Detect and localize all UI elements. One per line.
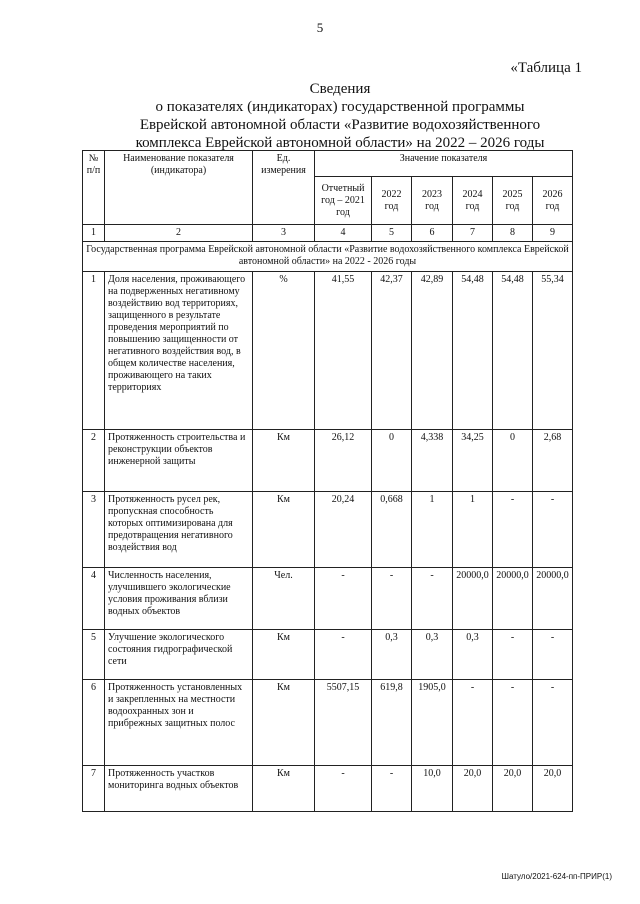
- row-value: -: [315, 630, 372, 680]
- row-value: -: [533, 680, 573, 766]
- row-value: 0,3: [412, 630, 453, 680]
- row-name: Протяженность строительства и реконструкции объектов инженерной защиты: [105, 430, 253, 492]
- row-num: 3: [83, 492, 105, 568]
- column-number: 8: [493, 225, 533, 242]
- row-value: -: [372, 766, 412, 812]
- row-name: Доля населения, проживающего на подверженных негативному воздействию вод территориях, защищенного в результате проведения мероприятий по повышению защищенности от негативного воздействия вод, в общем количестве населения, проживающего на таких территориях: [105, 272, 253, 430]
- row-value: -: [315, 568, 372, 630]
- column-number: 9: [533, 225, 573, 242]
- row-value: -: [412, 568, 453, 630]
- row-num: 7: [83, 766, 105, 812]
- row-value: 20000,0: [493, 568, 533, 630]
- header-year: 2023 год: [412, 177, 453, 225]
- row-value: 0: [372, 430, 412, 492]
- document-heading: [70, 80, 610, 152]
- column-number: 7: [453, 225, 493, 242]
- table-row: [83, 766, 573, 812]
- row-name: Протяженность русел рек, пропускная способность которых оптимизирована для предотвращения негативного воздействия вод: [105, 492, 253, 568]
- row-value: 20,24: [315, 492, 372, 568]
- row-name: Численность населения, улучшившего экологические условия проживания вблизи водных объектов: [105, 568, 253, 630]
- row-value: 0,3: [453, 630, 493, 680]
- column-number: 5: [372, 225, 412, 242]
- row-unit: Км: [253, 766, 315, 812]
- row-value: -: [453, 680, 493, 766]
- row-value: -: [493, 630, 533, 680]
- column-number: 4: [315, 225, 372, 242]
- row-value: 1: [412, 492, 453, 568]
- row-value: -: [372, 568, 412, 630]
- column-number: 2: [105, 225, 253, 242]
- header-year: 2025 год: [493, 177, 533, 225]
- row-unit: Км: [253, 492, 315, 568]
- table-row: [83, 272, 573, 430]
- program-title-row: Государственная программа Еврейской автономной области «Развитие водохозяйственного комплекса Еврейской автономной области» на 2022 - 2026 годы: [83, 242, 573, 272]
- row-value: -: [315, 766, 372, 812]
- row-value: 0,668: [372, 492, 412, 568]
- header-year: 2022 год: [372, 177, 412, 225]
- row-unit: %: [253, 272, 315, 430]
- header-year: 2026 год: [533, 177, 573, 225]
- row-value: 10,0: [412, 766, 453, 812]
- row-value: 619,8: [372, 680, 412, 766]
- row-num: 5: [83, 630, 105, 680]
- row-num: 1: [83, 272, 105, 430]
- heading-line: комплекса Еврейской автономной области» на 2022 – 2026 годы: [135, 135, 545, 151]
- column-number: 3: [253, 225, 315, 242]
- row-name: Улучшение экологического состояния гидрографической сети: [105, 630, 253, 680]
- table-row: [83, 680, 573, 766]
- row-value: 26,12: [315, 430, 372, 492]
- row-value: 1905,0: [412, 680, 453, 766]
- row-value: 34,25: [453, 430, 493, 492]
- row-value: 42,89: [412, 272, 453, 430]
- row-value: 5507,15: [315, 680, 372, 766]
- row-value: 1: [453, 492, 493, 568]
- heading-line: Сведения: [309, 81, 371, 97]
- table-row: [83, 568, 573, 630]
- row-value: -: [493, 680, 533, 766]
- row-value: 41,55: [315, 272, 372, 430]
- row-value: 20,0: [533, 766, 573, 812]
- row-value: 20,0: [493, 766, 533, 812]
- row-unit: Км: [253, 680, 315, 766]
- row-value: 2,68: [533, 430, 573, 492]
- row-name: Протяженность участков мониторинга водных объектов: [105, 766, 253, 812]
- indicators-table: [82, 150, 573, 812]
- page-number: 5: [316, 20, 324, 35]
- row-value: 55,34: [533, 272, 573, 430]
- row-value: -: [493, 492, 533, 568]
- row-value: 54,48: [493, 272, 533, 430]
- heading-line: о показателях (индикаторах) государственной программы: [155, 99, 525, 115]
- row-num: 2: [83, 430, 105, 492]
- header-num: № п/п: [83, 151, 105, 225]
- document-footer-code: Шатуло/2021-624-пп-ПРИР(1): [501, 872, 612, 881]
- row-value: -: [533, 630, 573, 680]
- column-number: 6: [412, 225, 453, 242]
- header-year: Отчетный год – 2021 год: [315, 177, 372, 225]
- row-value: 42,37: [372, 272, 412, 430]
- table-row: [83, 492, 573, 568]
- table-row: [83, 630, 573, 680]
- row-unit: Км: [253, 430, 315, 492]
- header-name: Наименование показателя (индикатора): [105, 151, 253, 225]
- table-label: «Таблица 1: [510, 60, 582, 76]
- row-value: -: [533, 492, 573, 568]
- header-year: 2024 год: [453, 177, 493, 225]
- table-row: [83, 430, 573, 492]
- row-num: 4: [83, 568, 105, 630]
- row-value: 20000,0: [533, 568, 573, 630]
- row-unit: Км: [253, 630, 315, 680]
- column-number-row: [83, 225, 573, 242]
- heading-line: Еврейской автономной области «Развитие водохозяйственного: [139, 117, 541, 133]
- row-value: 54,48: [453, 272, 493, 430]
- row-value: 0: [493, 430, 533, 492]
- row-value: 20000,0: [453, 568, 493, 630]
- row-value: 0,3: [372, 630, 412, 680]
- column-number: 1: [83, 225, 105, 242]
- row-unit: Чел.: [253, 568, 315, 630]
- header-value-group: Значение показателя: [315, 151, 573, 177]
- row-name: Протяженность установленных и закрепленных на местности водоохранных зон и прибрежных защитных полос: [105, 680, 253, 766]
- header-unit: Ед. измерения: [253, 151, 315, 225]
- row-value: 20,0: [453, 766, 493, 812]
- row-value: 4,338: [412, 430, 453, 492]
- row-num: 6: [83, 680, 105, 766]
